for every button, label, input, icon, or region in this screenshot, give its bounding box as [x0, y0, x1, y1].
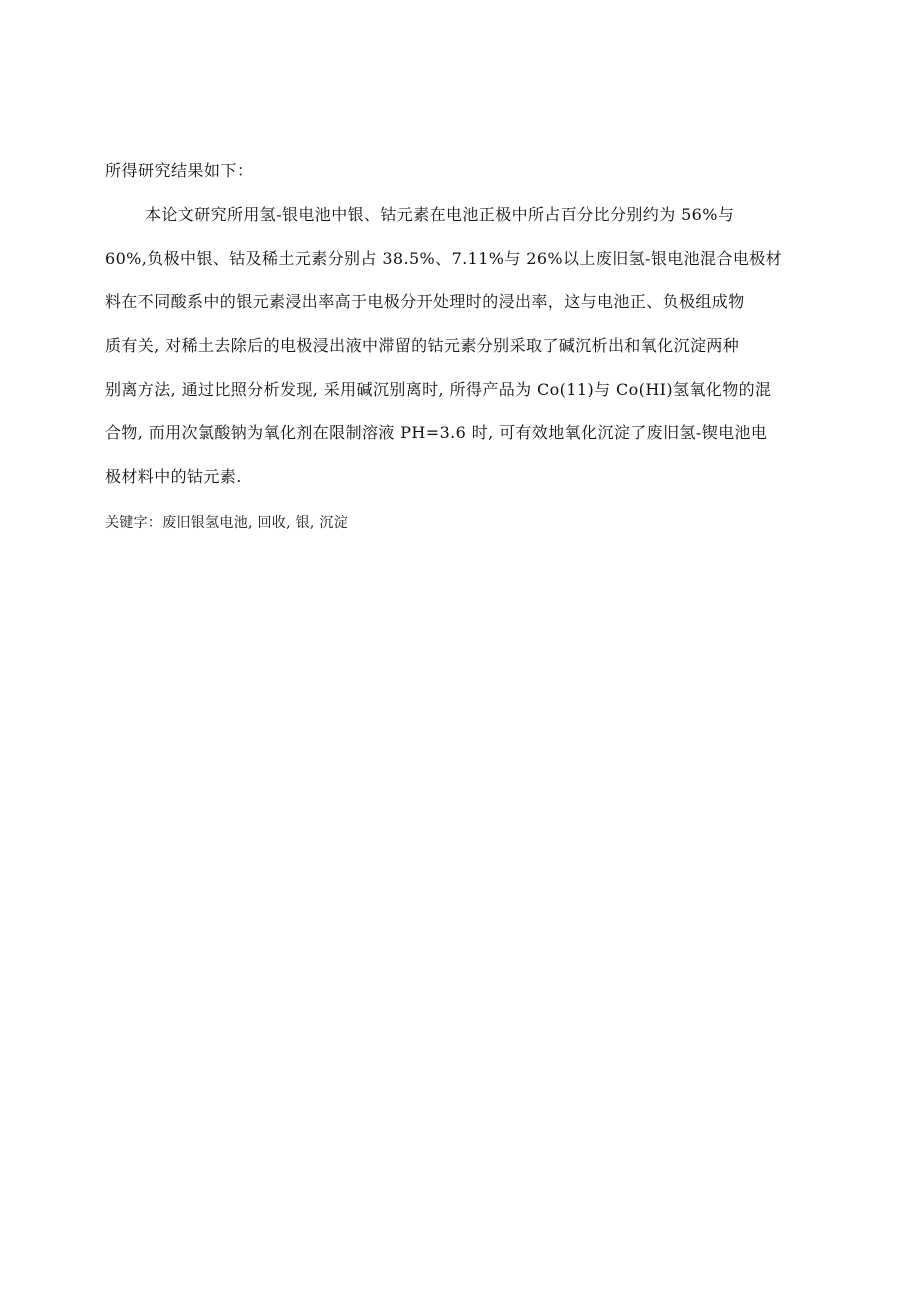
abstract-line-4: 质有关, 对稀土去除后的电极浸出液中滞留的钴元素分别采取了碱沉析出和氧化沉淀两种 — [105, 336, 740, 355]
abstract-line-1: 本论文研究所用氢-银电池中银、钴元素在电池正极中所占百分比分别约为 56%与 — [145, 205, 735, 224]
intro-text: 所得研究结果如下： — [105, 161, 254, 180]
abstract-line-5: 别离方法, 通过比照分析发现, 采用碱沉别离时, 所得产品为 Co(11)与 Co(HI)氢氧化物的混 — [105, 380, 772, 399]
keywords-line: 关键字：废旧银氢电池, 回收, 银, 沉淀 — [105, 515, 348, 531]
abstract-line-7: 极材料中的钴元素. — [105, 467, 242, 486]
abstract-line-6: 合物, 而用次氯酸钠为氧化剂在限制溶液 PH=3.6 时, 可有效地氧化沉淀了废旧氢-锲电池电 — [105, 423, 768, 442]
abstract-line-3: 料在不同酸系中的银元素浸出率高于电极分开处理时的浸出率，这与电池正、负极组成物 — [105, 292, 745, 311]
abstract-line-2: 60%,负极中银、钴及稀土元素分别占 38.5%、7.11%与 26%以上废旧氢-银电池混合电极材 — [105, 249, 783, 268]
